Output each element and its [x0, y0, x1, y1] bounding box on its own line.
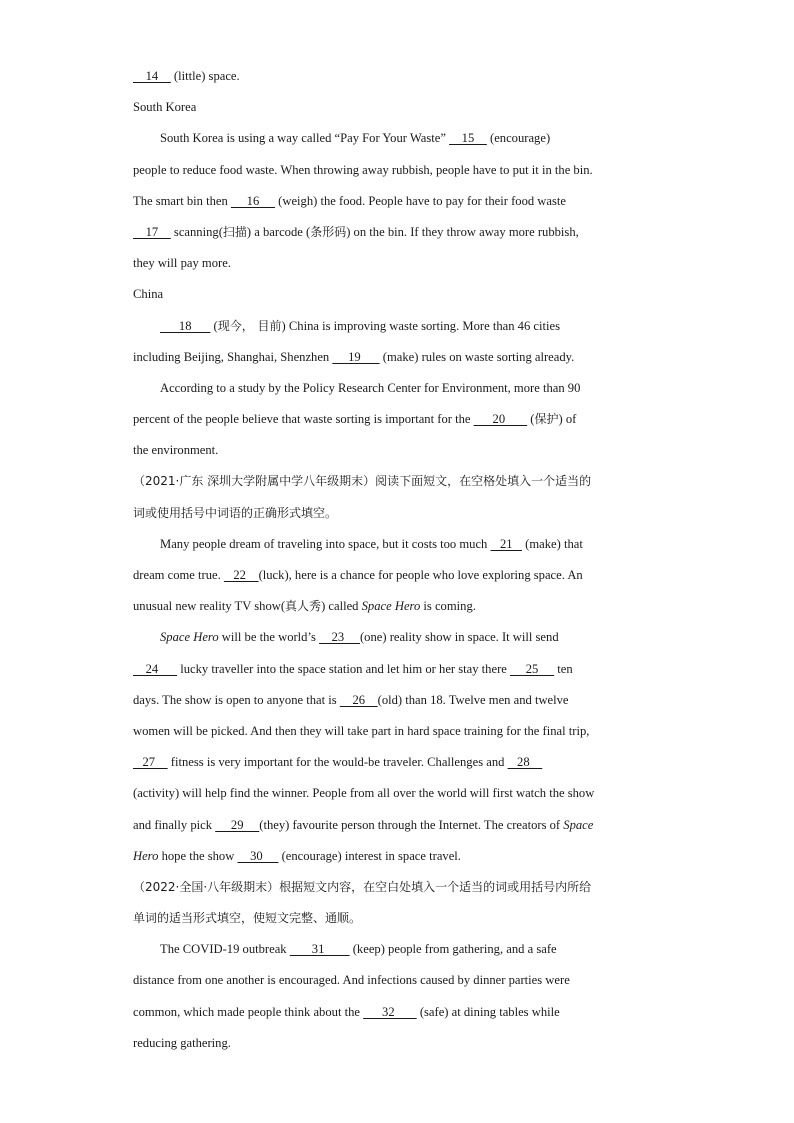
text-line: [133, 469, 663, 500]
exercise-text: [133, 64, 663, 1062]
text-line: [133, 376, 663, 407]
text-segment: ) called: [321, 599, 362, 614]
text-line: [133, 813, 663, 844]
text-segment: (make) that: [522, 536, 583, 551]
text-segment: and finally pick: [133, 817, 216, 832]
text-line: [133, 844, 663, 875]
text-segment: days. The show is open to anyone that is: [133, 692, 340, 707]
text-line: [133, 688, 663, 719]
text-line: [133, 501, 663, 532]
text-segment: unusual new reality TV show(: [133, 599, 286, 614]
text-line: [133, 126, 663, 157]
text-segment: (safe) at dining tables while: [416, 1004, 560, 1019]
text-segment: Many people dream of traveling into space, but it costs too much: [160, 536, 491, 551]
text-segment: ) China is improving waste sorting. More than 46 cities: [281, 318, 560, 333]
text-segment: 扫描: [222, 224, 247, 239]
text-segment: ) a barcode (: [246, 224, 311, 239]
text-segment: scanning(: [170, 224, 223, 239]
text-line: [133, 189, 663, 220]
text-segment: lucky traveller into the space station and let him or her stay there: [177, 661, 511, 676]
blank-number: 32: [363, 1004, 417, 1019]
text-line: [133, 95, 663, 126]
italic-title: Space: [563, 817, 594, 832]
text-segment: will be the world’s: [218, 630, 320, 645]
text-line: [133, 407, 663, 438]
blank-number: 17: [133, 224, 171, 239]
text-segment: reducing gathering.: [133, 1035, 231, 1050]
text-segment: dream come true.: [133, 568, 224, 582]
text-segment: (keep) people from gathering, and a safe: [349, 942, 557, 957]
italic-title: Space Hero: [361, 599, 421, 614]
text-segment: (they) favourite person through the Internet. The creators of: [259, 817, 564, 832]
text-line: [133, 251, 663, 282]
text-segment: 真人秀: [285, 599, 322, 614]
text-segment: According to a study by the Policy Research Center for Environment, more than 90: [160, 380, 581, 395]
text-line: [133, 438, 663, 469]
blank-number: 23: [319, 630, 360, 645]
blank-number: 25: [510, 661, 555, 676]
italic-title: Space Hero: [160, 630, 219, 645]
text-segment: South Korea is using a way called “Pay For Your Waste”: [160, 131, 450, 146]
text-line: [133, 314, 663, 345]
text-segment: ) on the bin. If they throw away more rubbish,: [346, 224, 579, 239]
text-line: [133, 220, 663, 251]
text-segment: 单词的适当形式填空，使短文完整、通顺。: [133, 911, 362, 926]
text-segment: (: [210, 318, 218, 333]
text-segment: China: [133, 287, 164, 302]
blank-number: 30: [237, 848, 279, 863]
text-segment: (encourage): [486, 131, 551, 146]
italic-title: Hero: [133, 848, 159, 863]
text-segment: The COVID-19 outbreak: [160, 942, 290, 957]
text-segment: people to reduce food waste. When throwing away rubbish, people have to put it in the bin.: [133, 162, 593, 177]
blank-number: 29: [215, 817, 260, 832]
text-segment: ten: [554, 661, 573, 676]
text-segment: distance from one another is encouraged. And infections caused by dinner parties were: [133, 973, 570, 988]
text-segment: including Beijing, Shanghai, Shenzhen: [133, 349, 333, 364]
text-segment: hope the show: [158, 848, 238, 863]
text-segment: （2022·全国·八年级期末）根据短文内容，在空白处填入一个适当的词或用括号内所给: [133, 879, 592, 894]
text-line: [133, 563, 663, 594]
blank-number: 26: [339, 692, 378, 707]
blank-number: 24: [133, 661, 178, 676]
text-line: [133, 282, 663, 313]
text-segment: ) of: [558, 412, 577, 427]
blank-number: 28: [507, 755, 543, 770]
text-line: [133, 625, 663, 656]
text-segment: the environment.: [133, 443, 219, 458]
text-line: [133, 906, 663, 937]
text-segment: (: [527, 412, 535, 427]
blank-number: 22: [223, 568, 259, 582]
blank-number: 19: [332, 349, 380, 364]
text-segment: （2021·广东 深圳大学附属中学八年级期末）阅读下面短文，在空格处填入一个适当的: [133, 474, 592, 489]
text-segment: percent of the people believe that waste sorting is important for the: [133, 412, 474, 427]
text-segment: 现今， 目前: [217, 318, 282, 333]
text-segment: (one) reality show in space. It will send: [359, 630, 559, 645]
text-segment: 条形码: [310, 224, 347, 239]
text-line: [133, 532, 663, 563]
blank-number: 31: [289, 942, 350, 957]
text-line: [133, 750, 663, 781]
text-line: [133, 594, 663, 625]
text-line: [133, 1000, 663, 1031]
text-segment: women will be picked. And then they will take part in hard space training for the final trip,: [133, 723, 590, 738]
text-segment: they will pay more.: [133, 256, 231, 271]
text-segment: The smart bin then: [133, 193, 231, 208]
text-segment: 保护: [534, 412, 559, 427]
text-line: [133, 345, 663, 376]
text-segment: (make) rules on waste sorting already.: [379, 349, 575, 364]
text-segment: 词或使用括号中词语的正确形式填空。: [133, 505, 338, 520]
text-segment: is coming.: [420, 599, 476, 614]
text-line: [133, 719, 663, 750]
text-line: [133, 158, 663, 189]
text-line: [133, 937, 663, 968]
blank-number: 27: [133, 755, 168, 770]
text-segment: common, which made people think about the: [133, 1004, 364, 1019]
blank-number: 14: [133, 69, 171, 83]
text-line: [133, 781, 663, 812]
blank-number: 21: [490, 536, 522, 551]
text-line: [133, 64, 663, 95]
text-segment: (weigh) the food. People have to pay for their food waste: [275, 193, 566, 208]
text-segment: (activity) will help find the winner. People from all over the world will first watch the show: [133, 786, 595, 801]
blank-number: 16: [230, 193, 276, 208]
text-segment: (little) space.: [170, 69, 240, 83]
blank-number: 18: [160, 318, 211, 333]
text-segment: (luck), here is a chance for people who love exploring space. An: [258, 568, 583, 582]
text-line: [133, 657, 663, 688]
blank-number: 20: [473, 412, 528, 427]
text-segment: South Korea: [133, 100, 197, 115]
text-line: [133, 875, 663, 906]
text-segment: (old) than 18. Twelve men and twelve: [377, 692, 569, 707]
text-line: [133, 1031, 663, 1062]
blank-number: 15: [449, 131, 487, 146]
text-segment: (encourage) interest in space travel.: [278, 848, 461, 863]
text-segment: fitness is very important for the would-be traveler. Challenges and: [167, 755, 508, 770]
text-line: [133, 968, 663, 999]
